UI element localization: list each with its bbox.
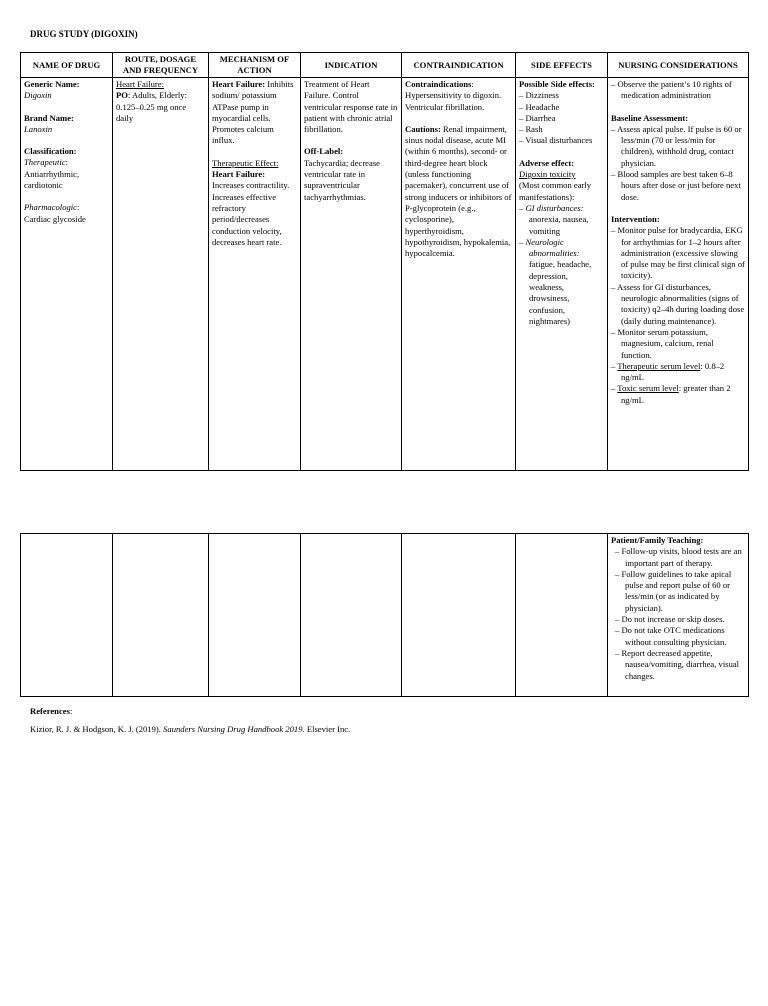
pharmacologic-label: Pharmacologic — [24, 202, 77, 213]
teaching-label: Patient/Family Teaching — [611, 535, 701, 545]
route-heading: Heart Failure: — [116, 79, 164, 89]
document-title: DRUG STUDY (DIGOXIN) — [30, 29, 138, 39]
reference-citation — [30, 724, 350, 734]
offlabel-label: Off-Label — [304, 146, 341, 157]
cell-side-effects — [516, 78, 608, 471]
header-name-of-drug: NAME OF DRUG — [21, 53, 113, 78]
list-item: – Report decreased appetite, nausea/vomiting, diarrhea, visual changes. — [615, 647, 740, 681]
cautions-label: Cautions: — [405, 123, 441, 134]
brand-name-value: Lanoxin — [24, 123, 53, 134]
citation-authors: Kizior, R. J. & Hodgson, K. J. (2019). — [30, 724, 164, 734]
toxicity-list — [519, 203, 604, 327]
toxicity-label: Digoxin toxicity — [519, 169, 576, 180]
baseline-list — [611, 124, 745, 203]
header-mechanism: MECHANISM OF ACTION — [209, 53, 301, 78]
list-item: – Dizziness — [519, 90, 559, 101]
header-side-effects: SIDE EFFECTS — [516, 53, 608, 78]
cell-indication: Treatment of Heart Failure. Control ventricular response rate in patient with chronic atrial fibrillation. Off-Label: Tachycardia; decrease ventricular rate in supraventricular tachyarrhythmias. — [301, 78, 402, 471]
empty-cell — [301, 534, 402, 697]
therapeutic-value: Antiarrhythmic, cardiotonic — [24, 168, 80, 191]
possible-side-effects-label: Possible Side effects: — [519, 79, 595, 89]
generic-name-value: Digoxin — [24, 90, 52, 101]
empty-cell — [402, 534, 516, 697]
toxicity-text: (Most common early manifestations): — [519, 180, 592, 202]
header-nursing: NURSING CONSIDERATIONS — [608, 53, 749, 78]
empty-cell — [21, 534, 113, 697]
citation-publisher: . Elsevier Inc. — [302, 724, 351, 734]
cell-name-of-drug: Generic Name: Digoxin Brand Name: Lanoxin Classification: Therapeutic: Antiarrhythmic, cardiotonic Pharmacologic: Cardiac glycoside — [21, 78, 113, 471]
pharmacologic-value: Cardiac glycoside — [24, 213, 86, 224]
list-item: – Monitor serum potassium, magnesium, calcium, renal function. — [611, 326, 714, 360]
teaching-list — [611, 546, 745, 682]
list-item: – Follow guidelines to take apical pulse and report pulse of 60 or less/min (or as indicated by physician). — [615, 568, 732, 613]
table-row — [21, 78, 749, 471]
brand-name-label: Brand Name: — [24, 112, 74, 123]
table-header-row — [21, 53, 749, 78]
list-item: – Observe the patient’s 10 rights of medication administration — [611, 79, 732, 101]
drug-study-table — [20, 52, 749, 471]
cell-nursing — [608, 78, 749, 471]
list-item: – Neurologic abnormalities: fatigue, headache, depression, weakness, drowsiness, confusion, nightmares) — [519, 236, 592, 326]
list-item: – Follow-up visits, blood tests are an important part of therapy. — [615, 546, 742, 568]
citation-book: Saunders Nursing Drug Handbook 2019 — [163, 724, 303, 734]
moa-hf-text: Inhibits sodium/ potassium ATPase pump in myocardial cells. Promotes calcium influx. — [212, 79, 294, 146]
generic-name-label: Generic Name: — [24, 79, 80, 89]
list-item: – Blood samples are best taken 6–8 hours after dose or just before next dose. — [611, 169, 741, 202]
therapeutic-label: Therapeutic — [24, 157, 66, 168]
intervention-label: Intervention: — [611, 213, 660, 224]
header-route-dosage: ROUTE, DOSAGE AND FREQUENCY — [113, 53, 209, 78]
intervention-list — [611, 225, 745, 406]
header-contraindication: CONTRAINDICATION — [402, 53, 516, 78]
possible-side-effects-list — [519, 90, 604, 146]
empty-cell — [113, 534, 209, 697]
offlabel-text: Tachycardia; decrease ventricular rate in supraventricular tachyarrhythmias. — [304, 157, 380, 202]
cell-route-dosage — [113, 78, 209, 471]
contra-label: Contraindications — [405, 79, 472, 89]
contra-text: Hypersensitivity to digoxin. Ventricular fibrillation. — [405, 90, 502, 112]
therapeutic-effect-heading: Therapeutic Effect: — [212, 157, 279, 168]
te-hf-text: Increases contractility. Increases effective refractory period/decreases conduction velocity, decreases heart rate. — [212, 180, 290, 247]
list-item: – Assess apical pulse. If pulse is 60 or less/min (70 or less/min for children), withhold drug, contact physician. — [611, 123, 742, 168]
po-label: PO — [116, 90, 128, 101]
cautions-text: Renal impairment, sinus nodal disease, acute MI (within 6 months), second- or third-degree heart block (unless functioning pacemaker), concurrent use of strong inducers or inhibitors of P-glycoprotein (e.g., cyclosporine), hyperthyroidism, hypothyroidism, hypokalemia, hypocalcemia. — [405, 123, 512, 259]
baseline-assessment-label: Baseline Assessment: — [611, 112, 689, 123]
list-item: – Do not increase or skip doses. — [615, 614, 725, 625]
cell-teaching: Patient/Family Teaching: – Follow-up visits, blood tests are an important part of therapy. – Follow guidelines to take apical pulse and report pulse of 60 or less/min (or as indicated by physician). – Do not increase or skip doses. – Do not take OTC medications without consulting physician. – Report decreased appetite, nausea/vomiting, diarrhea, visual changes. — [608, 534, 749, 697]
cell-contraindication: Contraindications: Hypersensitivity to digoxin. Ventricular fibrillation. Cautions: Renal impairment, sinus nodal disease, acute MI (within 6 months), second- or third-degree heart block (unless functioning pacemaker), concurrent use of strong inducers or inhibitors of P-glycoprotein (e.g., cyclosporine), hyperthyroidism, hypothyroidism, hypokalemia, hypocalcemia. — [402, 78, 516, 471]
cell-mechanism: Heart Failure: Inhibits sodium/ potassium ATPase pump in myocardial cells. Promotes calcium influx. Therapeutic Effect: Heart Failure: Increases contractility. Increases effective refractory period/decreases conduction velocity, decreases heart rate. — [209, 78, 301, 471]
list-item: – Toxic serum level: greater than 2 ng/mL — [611, 383, 731, 405]
te-hf-label: Heart Failure: — [212, 169, 266, 180]
list-item: – Visual disturbances — [519, 135, 593, 146]
adverse-effect-label: Adverse effect: — [519, 157, 575, 168]
list-item: – Assess for GI disturbances, neurologic abnormalities (signs of toxicity) q2–4h during loading dose (daily during maintenance). — [611, 281, 745, 326]
classification-label: Classification: — [24, 146, 77, 157]
empty-cell — [209, 534, 301, 697]
references-heading: References: — [30, 706, 73, 716]
moa-hf-label: Heart Failure — [212, 79, 263, 89]
drug-study-table-continued — [20, 533, 749, 697]
table-row — [21, 534, 749, 697]
list-item: – Do not take OTC medications without consulting physician. — [615, 625, 727, 647]
list-item: – Therapeutic serum level: 0.8–2 ng/mL — [611, 360, 725, 383]
list-item: – Rash — [519, 124, 543, 135]
list-item: – GI disturbances: anorexia, nausea, vomiting — [519, 202, 589, 236]
empty-cell — [516, 534, 608, 697]
list-item: – Diarrhea — [519, 112, 556, 123]
indication-text: Treatment of Heart Failure. Control ventricular response rate in patient with chronic atrial fibrillation. — [304, 79, 398, 135]
list-item: – Headache — [519, 101, 560, 112]
po-text: : Adults, Elderly: 0.125–0.25 mg once daily — [116, 90, 187, 123]
header-indication: INDICATION — [301, 53, 402, 78]
list-item: – Monitor pulse for bradycardia, EKG for arrhythmias for 1–2 hours after administration (excessive slowing of pulse may be first clinical sign of toxicity). — [611, 225, 745, 281]
